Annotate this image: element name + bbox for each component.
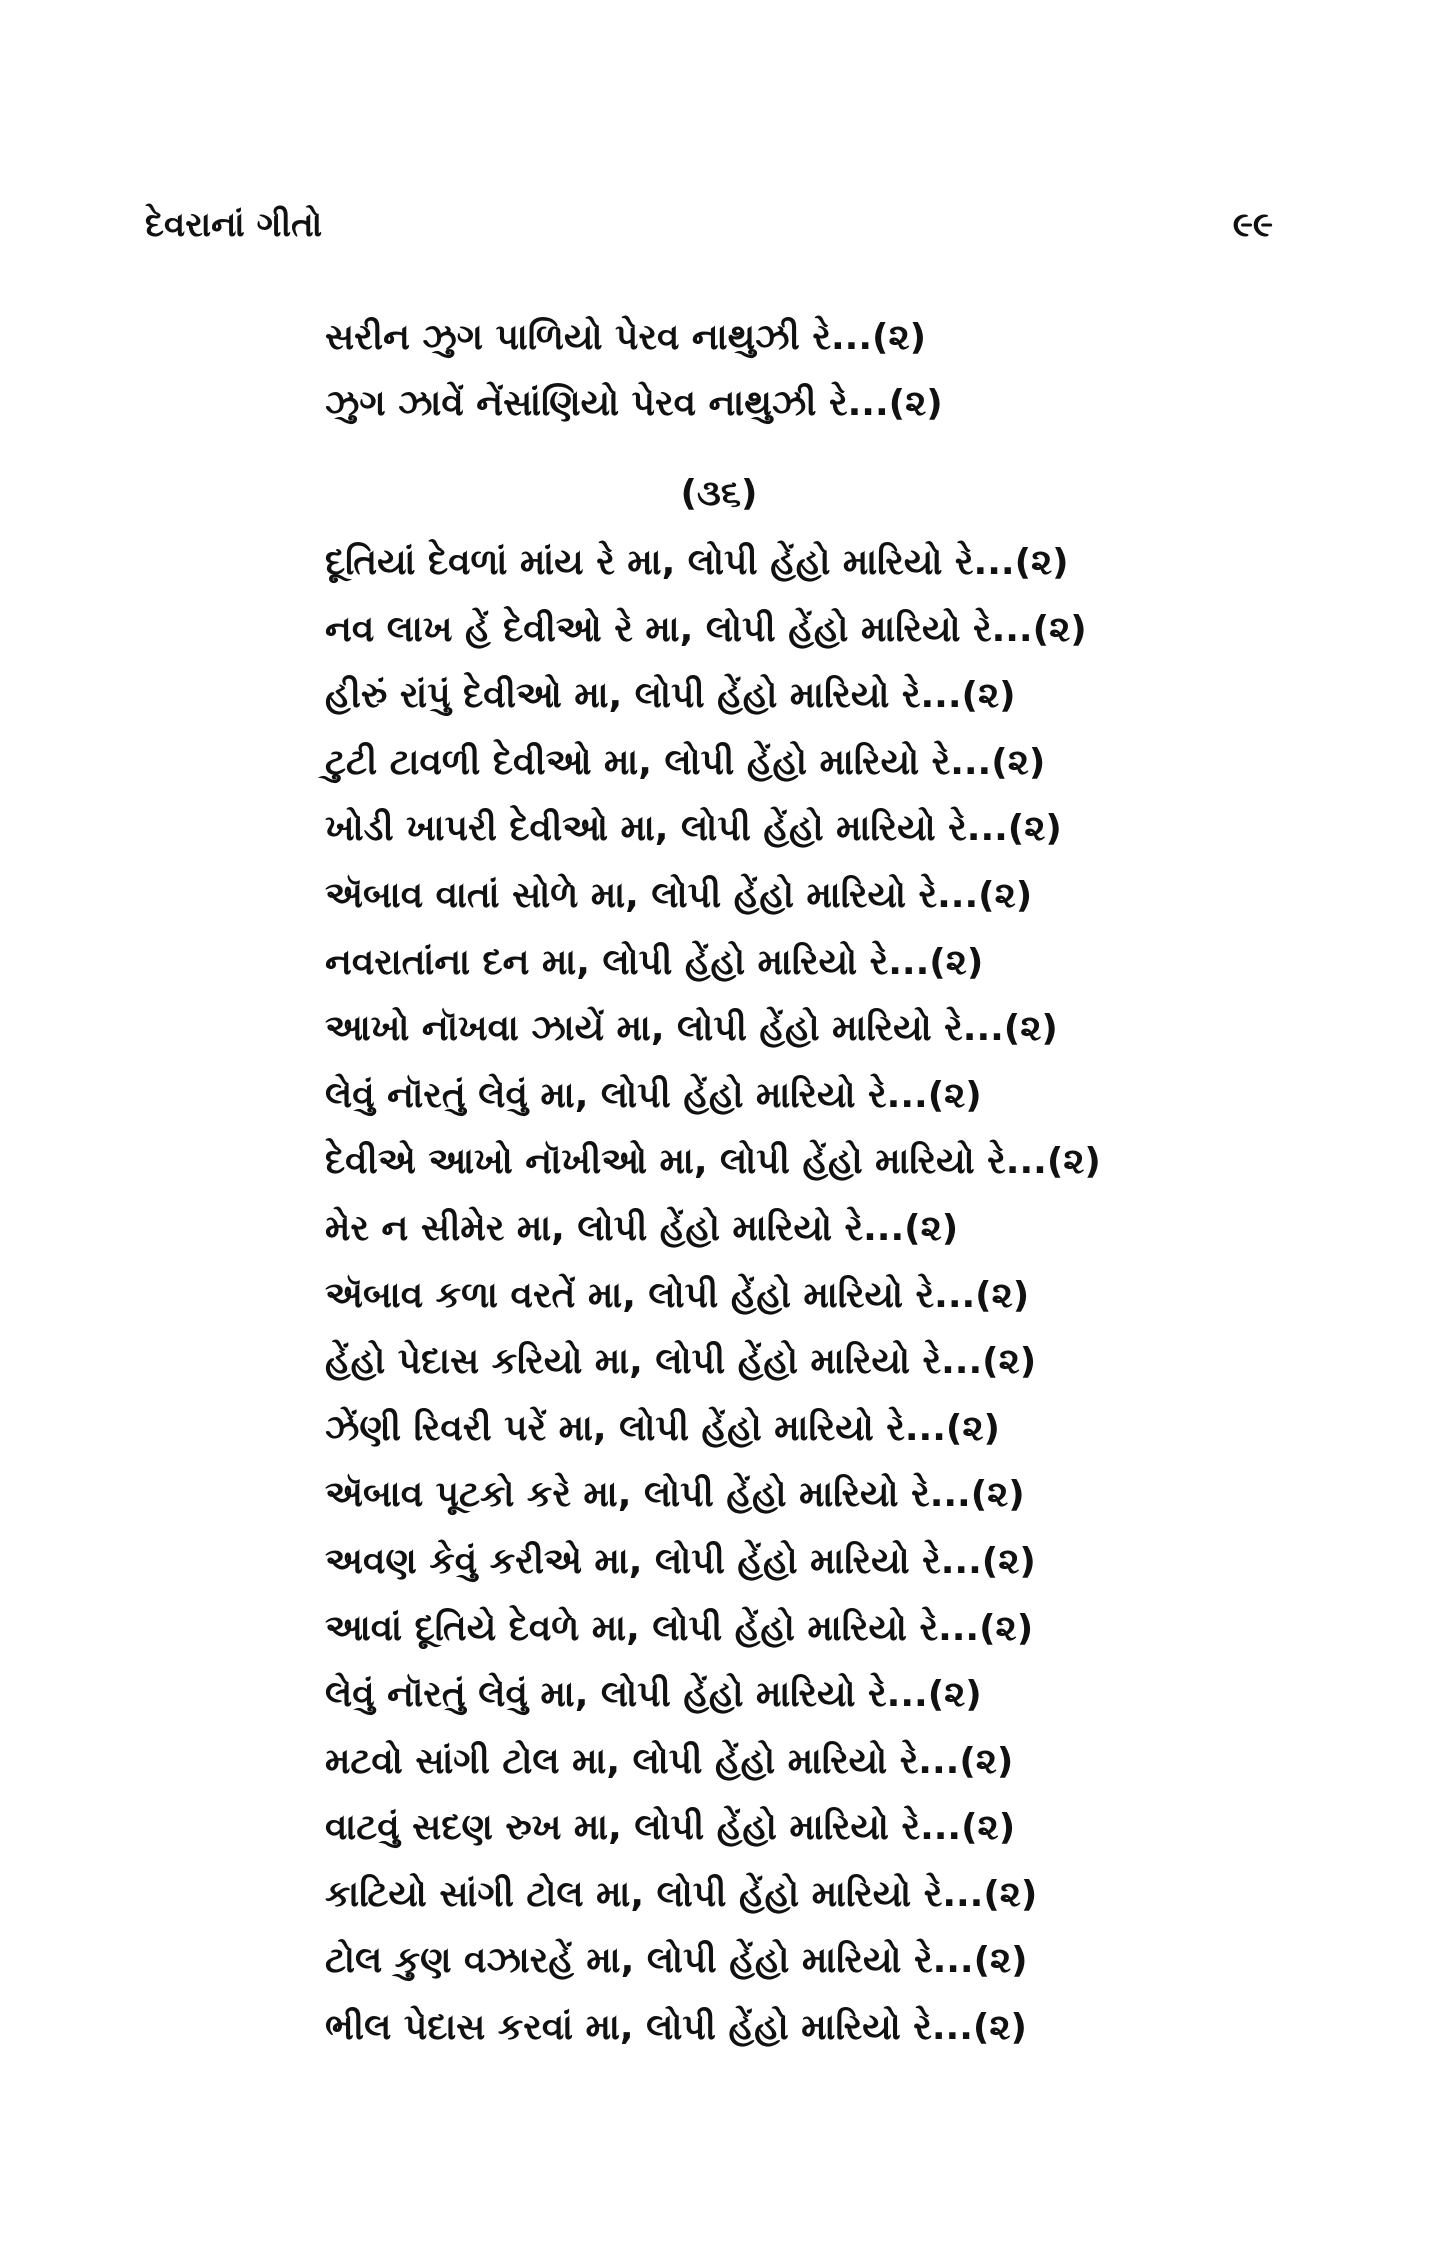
verse-line: ખોડી ખાપરી દેવીઓ મા, લોપી હેંહો મારિયો રે...(૨)	[325, 808, 1062, 850]
verse-line: મેર ન સીમેર મા, લોપી હેંહો મારિયો રે...(૨)	[325, 1207, 959, 1249]
verse-line: અવણ કેવું કરીએ મા, લોપી હેંહો મારિયો રે...(૨)	[325, 1540, 1036, 1582]
verse-line: ટુટી ટાવળી દેવીઓ મા, લોપી હેંહો મારિયો રે...(૨)	[325, 741, 1046, 783]
verse-line: દેવીએ આખો નૉખીઓ મા, લોપી હેંહો મારિયો રે...(૨)	[325, 1141, 1101, 1183]
verse-line: મટવો સાંગી ટોલ મા, લોપી હેંહો મારિયો રે...(૨)	[325, 1740, 1014, 1782]
verse-line: ઍબાવ કળા વરતેં મા, લોપી હેંહો મારિયો રે...(૨)	[325, 1274, 1030, 1316]
verse-line: ટોલ કુણ વઝારહેં મા, લોપી હેંહો મારિયો રે...(૨)	[325, 1940, 1028, 1982]
verse-line: દૂતિયાં દેવળાં માંય રે મા, લોપી હેંહો મારિયો રે...(૨)	[325, 542, 1069, 583]
verse-line: લેવું નૉરતું લેવું મા, લોપી હેંહો મારિયો રે...(૨)	[325, 1674, 982, 1716]
verse-line: લેવું નૉરતું લેવું મા, લોપી હેંહો મારિયો રે...(૨)	[325, 1074, 982, 1116]
verse-line: ઝેંણી રિવરી પરેં મા, લોપી હેંહો મારિયો રે...(૨)	[325, 1407, 1000, 1449]
verse-line: હેંહો પેદાસ કરિયો મા, લોપી હેંહો મારિયો રે...(૨)	[325, 1341, 1037, 1383]
verse-line: સરીન ઝુગ પાળિયો પેરવ નાથુઝી રે...(૨)	[325, 317, 927, 358]
page-number: ૯૯	[1232, 205, 1273, 245]
running-head: દેવરાનાં ગીતો	[145, 205, 323, 245]
verse-line: વાટવું સદણ રુખ મા, લોપી હેંહો મારિયો રે...(૨)	[325, 1807, 1016, 1849]
verse-line: હીરું રાંપું દેવીઓ મા, લોપી હેંહો મારિયો રે...(૨)	[325, 675, 1016, 717]
verse-line: આવાં દૂતિયે દેવળે મા, લોપી હેંહો મારિયો રે...(૨)	[325, 1607, 1034, 1649]
verse-line: કાટિયો સાંગી ટોલ મા, લોપી હેંહો મારિયો રે...(૨)	[325, 1873, 1038, 1915]
verse-line: ઝુગ ઝાવેં નેંસાંણિયો પેરવ નાથુઝી રે...(૨)	[325, 383, 943, 424]
verse-line: ઍબાવ વાતાં સોળે મા, લોપી હેંહો મારિયો રે...(૨)	[325, 874, 1033, 916]
verse-b	[325, 530, 1101, 2062]
verse-line: ઍબાવ પૂટકો કરે મા, લોપી હેંહો મારિયો રે...(૨)	[325, 1474, 1025, 1516]
verse-line: નવરાતાંના દન મા, લોપી હેંહો મારિયો રે...(૨)	[325, 941, 984, 983]
verse-line: ભીલ પેદાસ કરવાં મા, લોપી હેંહો મારિયો રે...(૨)	[325, 2007, 1027, 2049]
verse-line: નવ લાખ હેં દેવીઓ રે મા, લોપી હેંહો મારિયો રે...(૨)	[325, 608, 1087, 650]
verse-a	[325, 305, 1095, 437]
section-number: (૩૬)	[680, 473, 758, 514]
verse-line: આખો નૉખવા ઝાયેં મા, લોપી હેંહો મારિયો રે...(૨)	[325, 1008, 1058, 1050]
